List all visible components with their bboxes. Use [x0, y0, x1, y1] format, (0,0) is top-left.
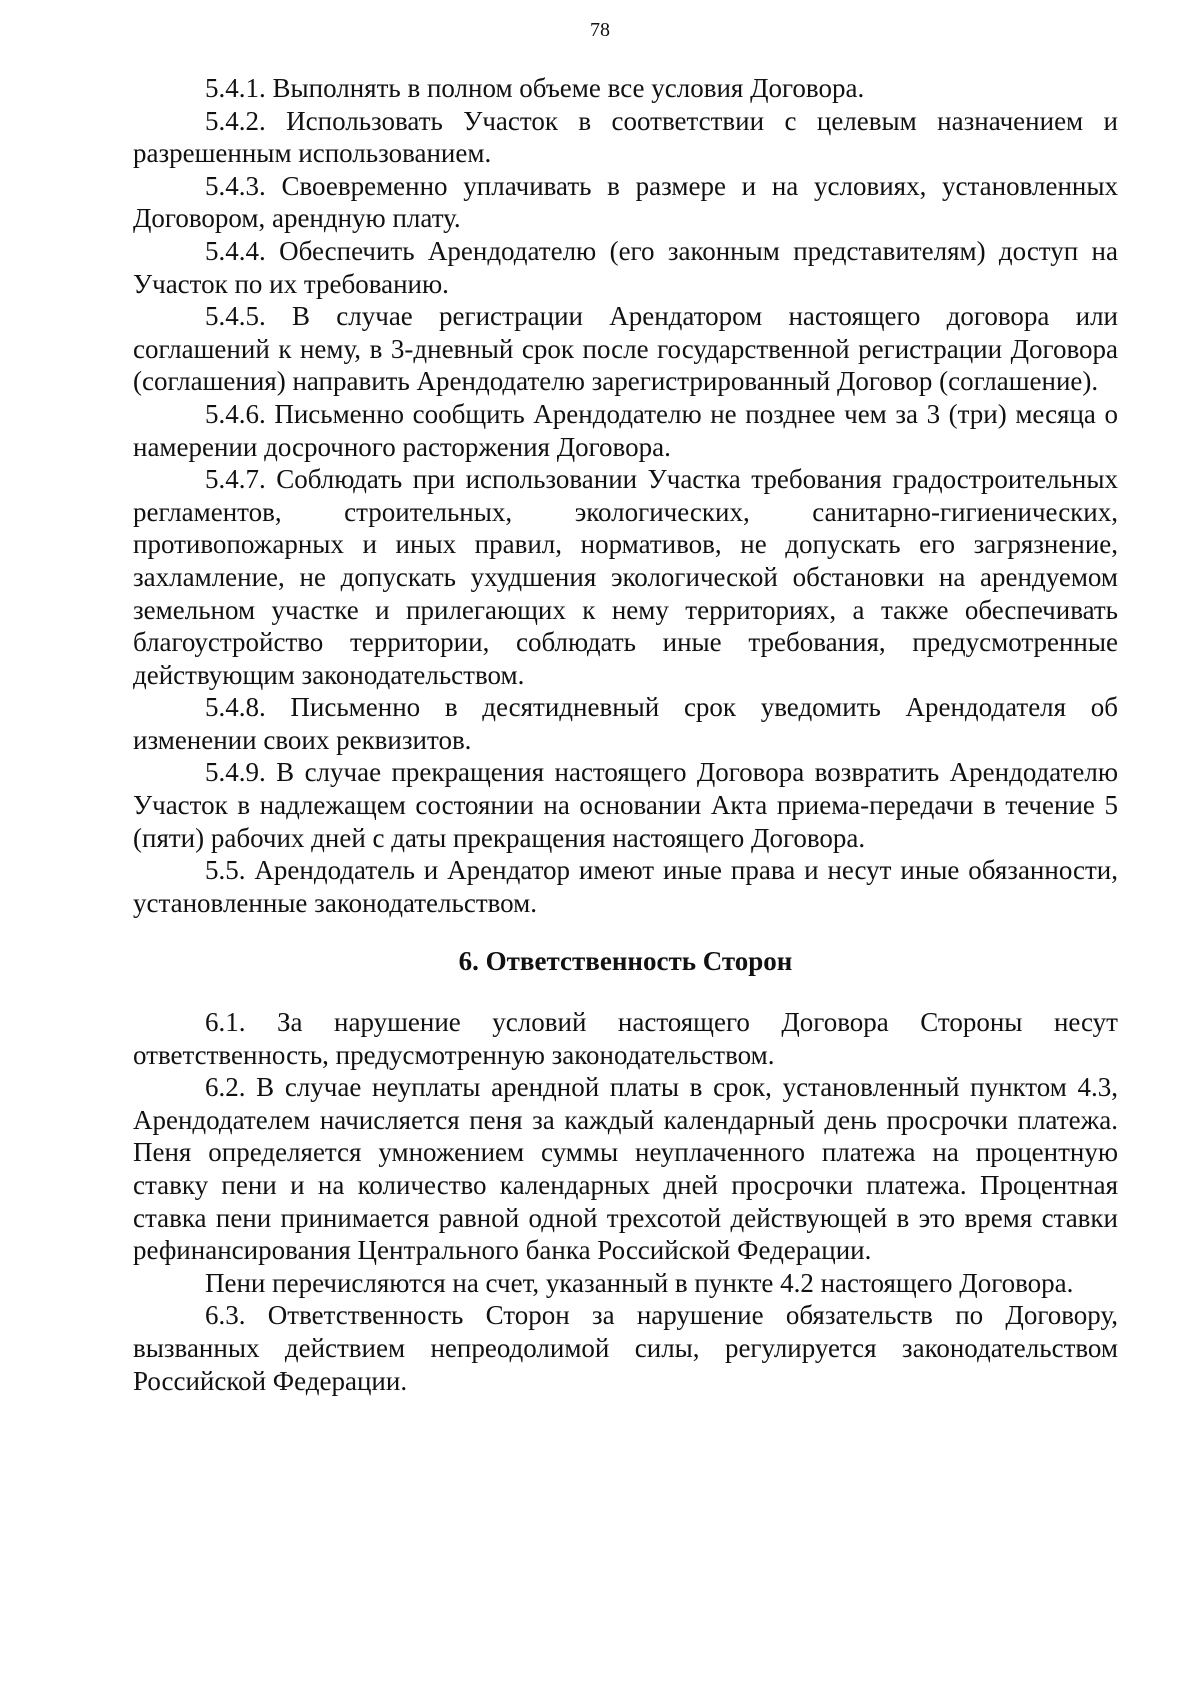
clause-6-2-penalty-account: Пени перечисляются на счет, указанный в пункте 4.2 настоящего Договора.	[205, 1267, 1074, 1298]
clause-5-4-8: 5.4.8. Письменно в десятидневный срок уведомить Арендодателя об изменении своих реквизитов.	[133, 692, 1118, 755]
page-number: 78	[590, 19, 610, 41]
clause-5-4-7: 5.4.7. Соблюдать при использовании Участка требования градостроительных регламентов, строительных, экологических, санитарно-гигиенических, противопожарных и иных правил, нормативов, не допускать его загрязнение, захламление, не допускать ухудшения экологической обстановки на арендуемом земельном участке и прилегающих к нему территориях, а также обеспечивать благоустройство территории, соблюдать иные требования, предусмотренные действующим законодательством.	[133, 464, 1118, 690]
clause-5-4-5: 5.4.5. В случае регистрации Арендатором настоящего договора или соглашений к нему, в 3-дневный срок после государственной регистрации Договора (соглашения) направить Арендодателю зарегистрированный Договор (соглашение).	[133, 301, 1118, 397]
clause-5-4-6: 5.4.6. Письменно сообщить Арендодателю не позднее чем за 3 (три) месяца о намерении досрочного расторжения Договора.	[133, 398, 1118, 462]
clause-5-4-3: 5.4.3. Своевременно уплачивать в размере и на условиях, установленных Договором, арендную плату.	[133, 170, 1118, 234]
clause-5-4-2: 5.4.2. Использовать Участок в соответствии с целевым назначением и разрешенным использованием.	[133, 105, 1118, 169]
section-6-heading: 6. Ответственность Сторон	[458, 946, 793, 977]
clause-5-4-1: 5.4.1. Выполнять в полном объеме все условия Договора.	[205, 73, 865, 103]
clause-6-2: 6.2. В случае неуплаты арендной платы в срок, установленный пунктом 4.3, Арендодателем начисляется пеня за каждый календарный день просрочки платежа. Пеня определяется умножением суммы неуплаченного платежа на процентную ставку пени и на количество календарных дней просрочки платежа. Процентная ставка пени принимается равной одной трехсотой действующей в это время ставки рефинансирования Центрального банка Российской Федерации.	[133, 1072, 1118, 1266]
clause-6-1: 6.1. За нарушение условий настоящего Договора Стороны несут ответственность, предусмотренную законодательством.	[133, 1007, 1118, 1070]
document-body	[133, 72, 1118, 1397]
clause-6-3: 6.3. Ответственность Сторон за нарушение обязательств по Договору, вызванных действием непреодолимой силы, регулируется законодательством Российской Федерации.	[133, 1300, 1118, 1396]
clause-5-5: 5.5. Арендодатель и Арендатор имеют иные права и несут иные обязанности, установленные законодательством.	[133, 855, 1118, 918]
clause-5-4-9: 5.4.9. В случае прекращения настоящего Договора возвратить Арендодателю Участок в надлежащем состоянии на основании Акта приема-передачи в течение 5 (пяти) рабочих дней с даты прекращения настоящего Договора.	[133, 757, 1118, 853]
clause-5-4-4: 5.4.4. Обеспечить Арендодателю (его законным представителям) доступ на Участок по их требованию.	[133, 235, 1118, 299]
